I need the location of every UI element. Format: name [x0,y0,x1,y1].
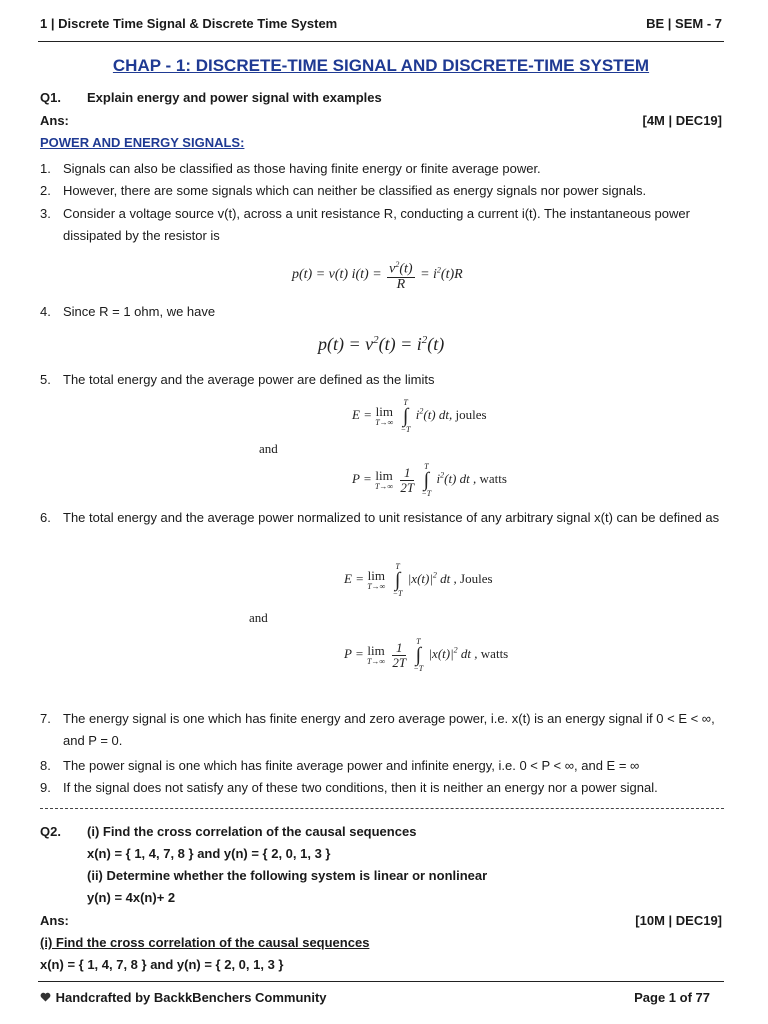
list-item-text: The total energy and the average power are defined as the limits [63,372,435,387]
q2-system: y(n) = 4x(n)+ 2 [87,890,176,905]
list-item-text: The energy signal is one which has finite energy and zero average power, i.e. x(t) is an energy signal if 0 < E < ∞, and P = 0. [63,711,715,748]
list-item-text: However, there are some signals which can neither be classified as energy signals nor power signals. [63,183,647,198]
list-item-text: If the signal does not satisfy any of these two conditions, then it is neither an energy nor a power signal. [63,780,658,795]
list-item-num: 5. [40,372,51,387]
running-header-left: 1 | Discrete Time Signal & Discrete Time System [40,16,338,31]
equation-total-energy-signal: E = lim T→∞ T ∫ −T $|x(t)|^2$ dt , Joules [344,562,493,598]
and-connector: and [249,610,268,625]
q2-part2: (ii) Determine whether the following system is linear or nonlinear [87,868,488,883]
q2-sequences-repeat: x(n) = { 1, 4, 7, 8 } and y(n) = { 2, 0, 1, 3 } [40,957,284,972]
question-separator [40,808,724,809]
footer-page-number: Page 1 of 77 [634,990,710,1005]
unit-watts: watts [480,645,509,661]
q2-part1: (i) Find the cross correlation of the causal sequences [87,824,417,839]
header-rule [38,41,724,42]
list-item-num: 2. [40,183,51,198]
q2-label: Q2. [40,824,61,839]
list-item-num: 1. [40,161,51,176]
q1-marks: [4M | DEC19] [642,113,722,128]
list-item-num: 9. [40,780,51,795]
list-item-text: Since R = 1 ohm, we have [63,304,216,319]
equation-total-energy-current: E = lim T→∞ T ∫ −T $i^2(t)$ dt, joules [352,398,487,434]
list-item-text: Consider a voltage source v(t), across a unit resistance R, conducting a current i(t). The instantaneous power dissipated by the resistor is [63,206,690,243]
q2-sub-heading: (i) Find the cross correlation of the causal sequences [40,935,370,950]
list-item-num: 4. [40,304,51,319]
footer-credit: Handcrafted by BackkBenchers Community [55,990,327,1005]
heart-icon [40,990,52,1005]
q1-label: Q1. [40,90,61,105]
equation-average-power-signal: P = lim T→∞ $\frac{1}{2T}$ T ∫ −T $|x(t)|^2$ dt , watts [344,637,509,673]
q1-question: Explain energy and power signal with examples [87,90,382,105]
equation-average-power-current: P = lim T→∞ $\frac{1}{2T}$ T ∫ −T $i^2(t)$ dt , watts [352,462,507,498]
list-item-num: 6. [40,510,51,525]
and-connector: and [259,441,278,456]
q1-ans-label: Ans: [40,113,69,128]
unit-joules-cap: Joules [460,570,493,586]
q2-ans-label: Ans: [40,913,69,928]
list-item-num: 8. [40,758,51,773]
list-item-num: 3. [40,206,51,221]
running-header-right: BE | SEM - 7 [646,16,722,31]
unit-watts: watts [479,470,507,486]
q2-marks: [10M | DEC19] [635,913,722,928]
list-item-num: 7. [40,711,51,726]
footer-rule [38,981,724,982]
list-item-text: Signals can also be classified as those having finite energy or finite average power. [63,161,541,176]
section-heading: POWER AND ENERGY SIGNALS: [40,135,245,150]
q2-sequences: x(n) = { 1, 4, 7, 8 } and y(n) = { 2, 0, 1, 3 } [87,846,331,861]
footer-left [40,990,327,1005]
chapter-title: CHAP - 1: DISCRETE-TIME SIGNAL AND DISCRETE-TIME SYSTEM [112,56,650,75]
equation-instantaneous-power: p(t) = v(t) i(t) = $\frac{v^2(t)}{R}$ = $i^2(t)R$ [292,260,463,292]
unit-joules: joules [455,406,487,422]
list-item-text: The total energy and the average power normalized to unit resistance of any arbitrary signal x(t) can be defined as [63,510,720,525]
list-item-text: The power signal is one which has finite average power and infinite energy, i.e. 0 < P < ∞, and E = ∞ [63,758,640,773]
equation-unit-resistance-power: $p(t) = v^2(t) = i^2(t)$ [318,334,445,354]
